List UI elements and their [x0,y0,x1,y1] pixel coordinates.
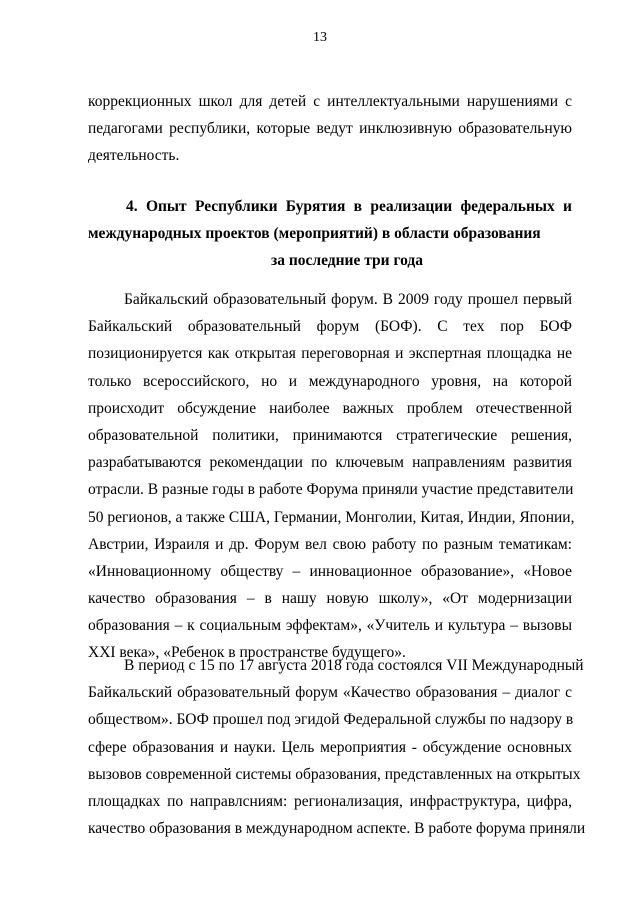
paragraph-2 [88,286,575,667]
text-line: Байкальский образовательный форум «Качество образования – диалог с [88,684,572,702]
section-heading [88,193,572,274]
text-line: образования – к социальным эффектам», «Учитель и культура – вызовы [88,617,572,635]
text-line: происходит обсуждение наиболее важных проблем отечественной [88,399,572,417]
text-line: В период с 15 по 17 августа 2018 года состоялся VII Международный [124,657,584,674]
paragraph-3 [88,652,586,842]
text-line: качество образования – в нашу новую школу», «От модернизации [88,590,572,608]
text-line: вызовов современной системы образования, представленных на открытых [88,765,581,783]
text-line: сфере образования и науки. Цель мероприятия - обсуждение основных [88,738,572,756]
text-line: Байкальский образовательный форум (БОФ). С тех пор БОФ [88,318,572,336]
text-line: обществом». БОФ прошел под эгидой Федеральной службы по надзору в [88,711,574,729]
text-line: коррекционных школ для детей с интеллектуальными нарушениями с [88,93,572,110]
text-line: деятельность. [88,147,180,165]
text-line: 50 регионов, а также США, Германии, Монголии, Китая, Индии, Японии, [88,508,575,526]
text-line: только всероссийского, но и международного уровня, на которой [88,372,572,390]
text-line: педагогами республики, которые ведут инклюзивную образовательную [88,120,572,138]
text-line: Байкальский образовательный форум. В 2009 году прошел первый [124,291,572,308]
heading-line: международных проектов (мероприятий) в области образования [88,225,541,242]
paragraph-1 [88,88,572,170]
text-line: позиционируется как открытая переговорная и экспертная площадка не [88,345,572,363]
heading-line: за последние три года [271,252,424,269]
text-line: разрабатываются рекомендации по ключевым направлениям развития [88,454,572,472]
text-line: Австрии, Израиля и др. Форум вел свою работу по разным тематикам: [88,535,572,553]
text-line: образовательной политики, принимаются стратегические решения, [88,426,572,444]
page-number: 13 [313,30,327,45]
text-line: XXI века», «Ребенок в пространстве будущего». [88,644,406,662]
heading-line: 4. Опыт Республики Бурятия в реализации федеральных и [126,198,572,215]
text-line: площадках по направлсниям: регионализация, инфраструктура, цифра, [88,792,572,810]
text-line: отрасли. В разные годы в работе Форума приняли участие представители [88,481,574,499]
text-line: «Инновационному обществу – инновационное образование», «Новое [88,562,572,580]
text-line: качество образования в международном аспекте. В работе форума приняли [88,820,586,838]
